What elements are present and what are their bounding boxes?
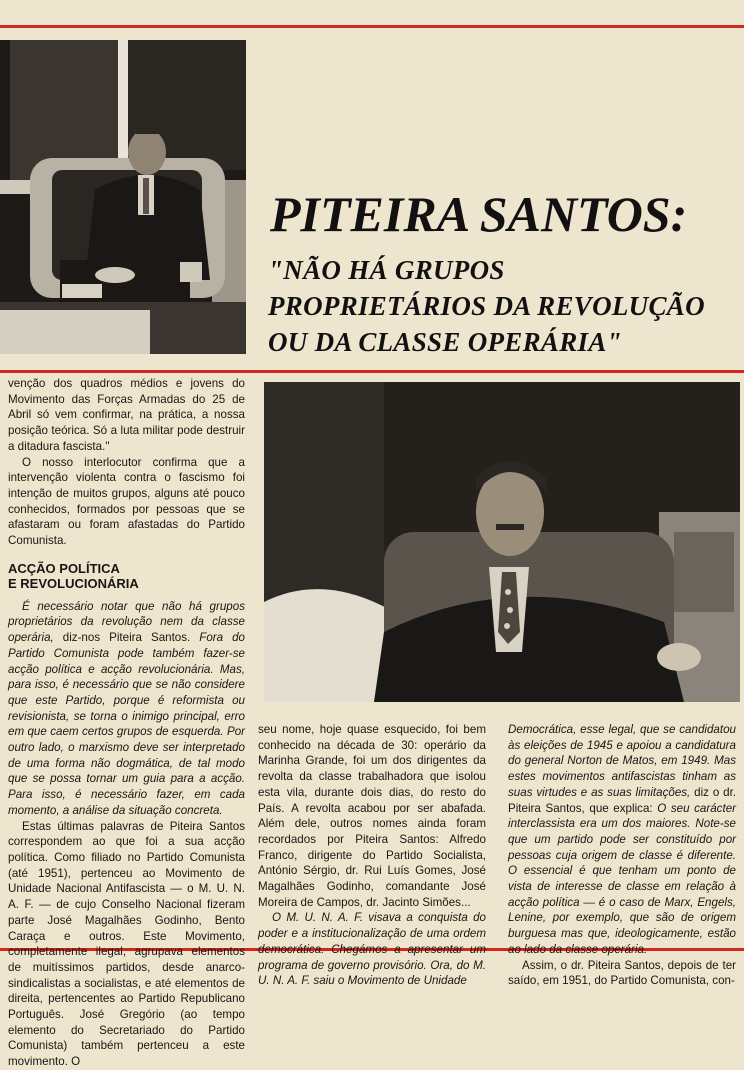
left-paragraph-4: Estas últimas palavras de Piteira Santos correspondem ao que foi a sua acção política. Como filiado no Partido Comunista (até 1951), pertenceu ao Movimento de Unidade Nacional Antifascista — o M. U. N. A. F. — de cujo Conselho Nacional fizeram parte José Magalhães Godinho, Bento Caraça e outros. Este Movimento, completamente ilegal, agrupava elementos de muitíssimos partidos, desde anarco-sindicalistas a socialistas, e até elementos de direita, pertencentes ao Partido Republicano Português. José Gregório (ao tempo elemento do Secretariado do Partido Comunista) também pertenceu a este movimento. O xyxy=(8,819,245,1069)
subheading-line-2: E REVOLUCIONÁRIA xyxy=(8,575,139,591)
right-quote-c: O seu carácter interclassista era um dos maiores. Note-se que um partido pode ser constituído por pessoas cuja origem de classe é diferente. O essencial é que tenham um ponto de vista de interesse de classe em relação à acção política — é o caso de Marx, Engels, Lenine, por exemplo, que são de origem burguesa mas que, ideologicamente, estão ao lado da classe operária. xyxy=(508,801,736,956)
top-photo-armchair xyxy=(0,40,246,354)
right-column xyxy=(508,722,736,989)
quote-part-a: É necessário notar que não há grupos proprietários da revolução nem da classe operária, xyxy=(8,599,245,645)
headline-subtitle-line-1: "NÃO HÁ GRUPOS xyxy=(268,255,505,285)
headline-title: PITEIRA SANTOS: xyxy=(270,186,688,242)
right-quote-a: Democrática, esse legal, que se candidatou às eleições de 1945 e apoiou a candidatura do general Norton de Matos, em 1949. Mas estes movimentos antifascistas tinham as suas virtudes e as suas limitações, xyxy=(508,723,736,799)
right-paragraph-2: Assim, o dr. Piteira Santos, depois de ter saído, em 1951, do Partido Comunista, con- xyxy=(508,958,736,988)
left-paragraph-1: venção dos quadros médios e jovens do Movimento das Forças Armadas do 25 de Abril só vem confirmar, na prática, a nossa posição teórica. Só a luta militar pode destruir a ditadura fascista." xyxy=(8,377,245,453)
left-paragraph-3 xyxy=(8,599,245,819)
left-column xyxy=(8,376,245,1070)
subheading-line-1: ACÇÃO POLÍTICA xyxy=(8,560,120,576)
middle-column xyxy=(258,722,486,989)
right-paragraph-1 xyxy=(508,722,736,958)
headline-subtitle-line-3: OU DA CLASSE OPERÁRIA" xyxy=(268,327,622,357)
section-subheading xyxy=(8,561,245,591)
mid-red-rule xyxy=(0,370,744,373)
middle-paragraph-2: O M. U. N. A. F. visava a conquista do poder e a institucionalização de uma ordem democrática. Chegámos a apresentar um programa de governo provisório. Ora, do M. U. N. A. F. saiu o Movimento de Unidade xyxy=(258,911,486,988)
left-paragraph-2: O nosso interlocutor confirma que a intervenção violenta contra o fascismo foi intenção de muitos grupos, alguns até pouco conhecidos, formados por pessoas que se afastaram ou foram afastadas do Partido Comunista. xyxy=(8,455,245,548)
attribution-part: diz-nos Piteira Santos. xyxy=(53,631,200,645)
headline-subtitle-line-2: PROPRIETÁRIOS DA REVOLUÇÃO xyxy=(268,291,705,321)
main-photo-portrait xyxy=(264,382,740,702)
quote-part-c: Fora do Partido Comunista pode também fazer-se acção política e acção revolucionária. Mas, para isso, é necessário que se não considere que este Partido, porque é reformista ou revisionista, se torna o inimigo principal, erro em que caem certos grupos de esquerda. Por outro lado, o marxismo deve ser interpretado de uma forma não dogmática, de tal modo que se possa tornar um guia para a acção. Para isso, é necessário fazer, em cada momento, a análise da situação concreta. xyxy=(8,631,245,817)
right-attribution: diz o dr. Piteira Santos, que explica: xyxy=(508,785,737,815)
top-red-rule xyxy=(0,25,744,28)
middle-paragraph-1: seu nome, hoje quase esquecido, foi bem conhecido na década de 30: operário da Marinha Grande, foi um dos dirigentes da revolta da classe trabalhadora que isolou esta vila, durante dois dias, do resto do País. A revolta acabou por ser abafada. Além dele, outros nomes ainda foram recordados por Piteira Santos: Alfredo Franco, dirigente do Partido Socialista, António Sérgio, dr. Rui Luís Gomes, José Magalhães Godinho, comandante José Moreira de Campos, dr. Jacinto Simões... xyxy=(258,723,486,909)
